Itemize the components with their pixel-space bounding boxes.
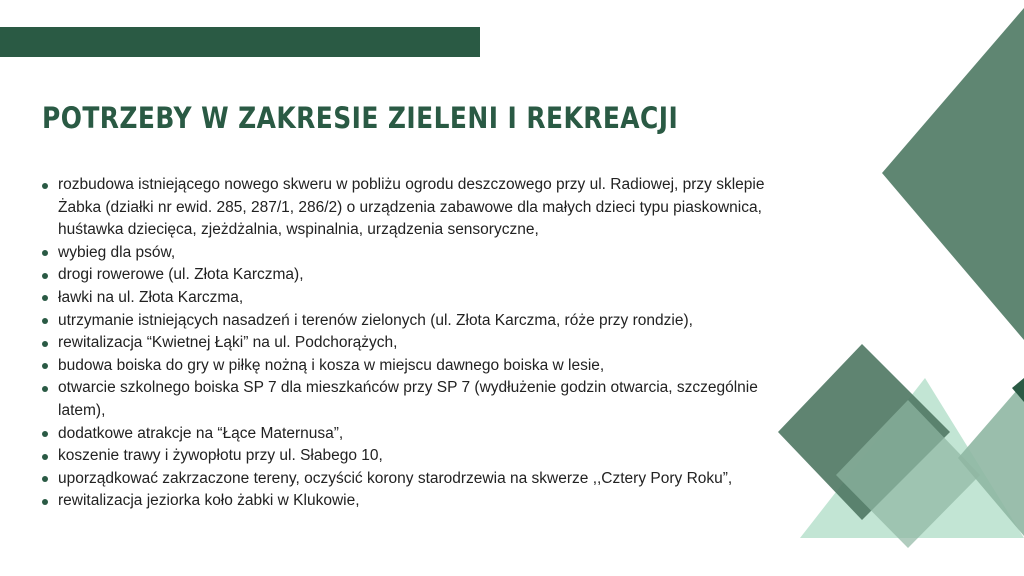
list-item — [40, 264, 770, 287]
list-item-text: rewitalizacja “Kwietnej Łąki” na ul. Podchorążych, — [58, 334, 398, 352]
list-item-text: wybieg dla psów, — [58, 243, 176, 261]
list-item-text: dodatkowe atrakcje na “Łące Maternusa”, — [58, 424, 344, 442]
bullet-dot — [42, 250, 48, 256]
bullet-dot — [42, 386, 48, 392]
list-item-text: utrzymanie istniejących nasadzeń i terenów zielonych (ul. Złota Karczma, róże przy rondzie), — [58, 311, 693, 329]
needs-list — [40, 174, 770, 513]
bullet-dot — [42, 273, 48, 279]
list-item-text: koszenie trawy i żywopłotu przy ul. Słabego 10, — [58, 447, 383, 465]
list-item-text: ławki na ul. Złota Karczma, — [58, 288, 244, 306]
bullet-dot — [42, 341, 48, 347]
list-item-text: rozbudowa istniejącego nowego skweru w pobliżu ogrodu deszczowego przy ul. Radiowej, przy sklepie Żabka (działki nr ewid. 285, 287/1, 286/2) o urządzenia zabawowe dla małych dzieci typu piaskownica, huśtawka dziecięca, zjeżdżalnia, wspinalnia, urządzenia sensoryczne, — [58, 176, 765, 239]
bullet-dot — [42, 499, 48, 505]
list-item — [40, 490, 770, 513]
list-item — [40, 445, 770, 468]
list-item-text: drogi rowerowe (ul. Złota Karczma), — [58, 266, 304, 284]
list-item — [40, 423, 770, 446]
list-item — [40, 174, 770, 242]
list-item-text: uporządkować zakrzaczone tereny, oczyścić korony starodrzewia na skwerze ,,Cztery Pory Roku”, — [58, 469, 733, 487]
page-title: POTRZEBY W ZAKRESIE ZIELENI I REKREACJI — [42, 101, 679, 135]
bullet-dot — [42, 318, 48, 324]
list-item — [40, 287, 770, 310]
list-item — [40, 355, 770, 378]
list-item — [40, 310, 770, 333]
large-dark-triangle — [882, 8, 1024, 340]
list-item-text: otwarcie szkolnego boiska SP 7 dla mieszkańców przy SP 7 (wydłużenie godzin otwarcia, szczególnie latem), — [58, 379, 758, 419]
list-item — [40, 242, 770, 265]
list-item — [40, 332, 770, 355]
bullet-dot — [42, 454, 48, 460]
bullet-dot — [42, 183, 48, 189]
bullet-dot — [42, 363, 48, 369]
bullet-dot — [42, 431, 48, 437]
list-item — [40, 468, 770, 491]
list-item-text: rewitalizacja jeziorka koło żabki w Klukowie, — [58, 492, 360, 510]
list-item-text: budowa boiska do gry w piłkę nożną i kosza w miejscu dawnego boiska w lesie, — [58, 356, 605, 374]
list-item — [40, 377, 770, 422]
bullet-dot — [42, 476, 48, 482]
bullet-dot — [42, 295, 48, 301]
